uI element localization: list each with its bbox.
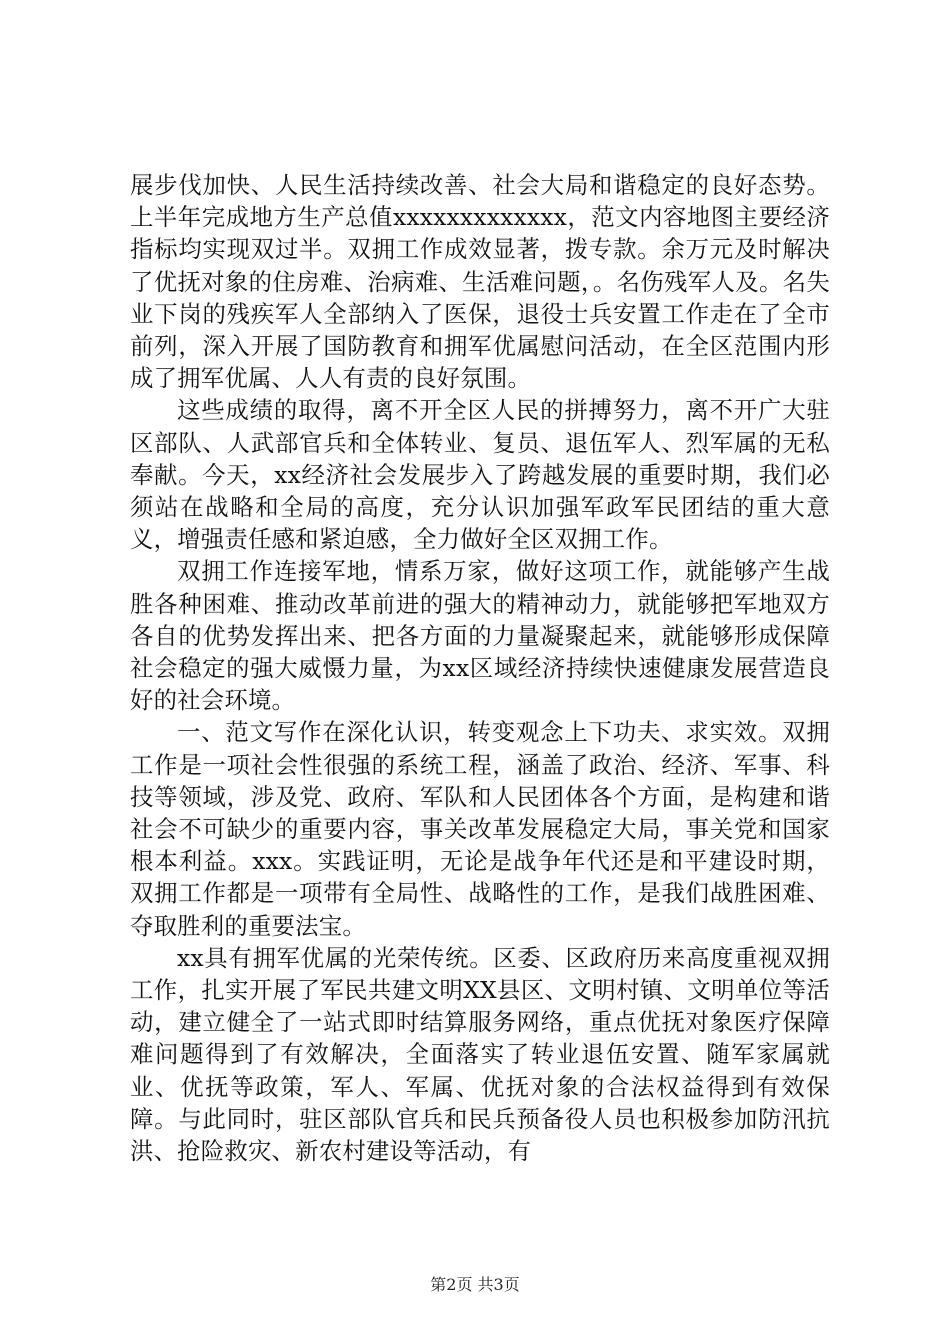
paragraph-achievements: 这些成绩的取得，离不开全区人民的拼搏努力，离不开广大驻区部队、人武部官兵和全体转业、复员、退伍军人、烈军属的无私奉献。今天，xx经济社会发展步入了跨越发展的重要时期，我们必须站在战略和全局的高度，充分认识加强军政军民团结的重大意义，增强责任感和紧迫感，全力做好全区双拥工作。 bbox=[130, 396, 830, 554]
paragraph-significance: 双拥工作连接军地，情系万家，做好这项工作，就能够产生战胜各种困难、推动改革前进的强大的精神动力，就能够把军地双方各自的优势发挥出来、把各方面的力量凝聚起来，就能够形成保障社会稳定的强大威慑力量，为xx区域经济持续快速健康发展营造良好的社会环境。 bbox=[130, 557, 830, 715]
paragraph-tradition: xx具有拥军优属的光荣传统。区委、区政府历来高度重视双拥工作，扎实开展了军民共建文明XX县区、文明村镇、文明单位等活动，建立健全了一站式即时结算服务网络，重点优抚对象医疗保障难问题得到了有效解决，全面落实了转业退伍安置、随军家属就业、优抚等政策，军人、军属、优抚对象的合法权益得到有效保障。与此同时，驻区部队官兵和民兵预备役人员也积极参加防汛抗洪、抢险救灾、新农村建设等活动，有 bbox=[130, 943, 830, 1166]
paragraph-section-one: 一、范文写作在深化认识，转变观念上下功夫、求实效。双拥工作是一项社会性很强的系统工程，涵盖了政治、经济、军事、科技等领域，涉及党、政府、军队和人民团体各个方面，是构建和谐社会不可缺少的重要内容，事关改革发展稳定大局，事关党和国家根本利益。xxx。实践证明，无论是战争年代还是和平建设时期，双拥工作都是一项带有全局性、战略性的工作，是我们战胜困难、夺取胜利的重要法宝。 bbox=[130, 718, 830, 940]
document-body bbox=[130, 169, 830, 1167]
page-number-footer: 第2页 共3页 bbox=[430, 1275, 520, 1294]
paragraph-continuation: 展步伐加快、人民生活持续改善、社会大局和谐稳定的良好态势。上半年完成地方生产总值xxxxxxxxxxxxx，范文内容地图主要经济指标均实现双过半。双拥工作成效显著，拨专款。余万元及时解决了优抚对象的住房难、治病难、生活难问题，。名伤残军人及。名失业下岗的残疾军人全部纳入了医保，退役士兵安置工作走在了全市前列，深入开展了国防教育和拥军优属慰问活动，在全区范围内形成了拥军优属、人人有责的良好氛围。 bbox=[130, 171, 830, 393]
